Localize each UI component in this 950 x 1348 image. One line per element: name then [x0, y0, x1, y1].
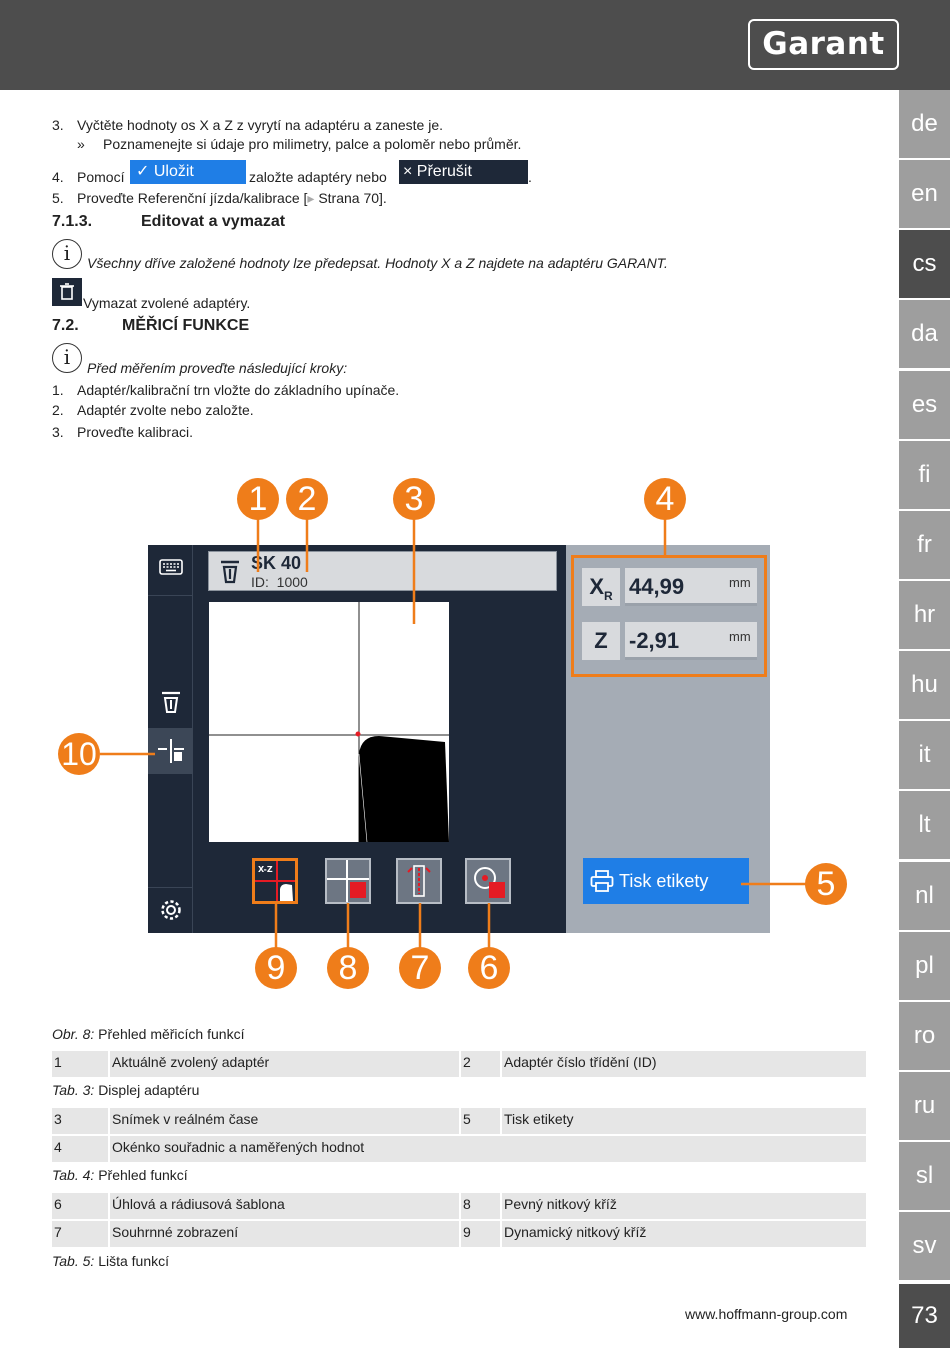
callout-4: 4 [644, 478, 686, 520]
step-number: 5. [52, 190, 64, 206]
angle-radius-icon [467, 860, 509, 902]
adapter-name: SK 40 [251, 553, 302, 573]
step-text: Adaptér/kalibrační trn vložte do základního upínače. [77, 382, 400, 398]
table-row: 7 Souhrnné zobrazení 9 Dynamický nitkový kříž [52, 1221, 866, 1247]
lang-tab-sl[interactable]: sl [899, 1142, 950, 1210]
lang-tab-ro[interactable]: ro [899, 1002, 950, 1070]
step-text: Proveďte Referenční jízda/kalibrace [▸ Strana 70]. [77, 190, 387, 206]
lang-tab-sv[interactable]: sv [899, 1212, 950, 1280]
callout-8: 8 [327, 947, 369, 989]
check-icon: ✓ [136, 163, 154, 180]
measure-tab-active[interactable] [148, 728, 193, 774]
callout-10: 10 [58, 733, 100, 775]
lang-tab-de[interactable]: de [899, 90, 950, 158]
lang-tab-cs[interactable]: cs [899, 230, 950, 298]
screen-sidebar [148, 545, 193, 933]
live-image-canvas [209, 602, 449, 842]
page-number: 73 [899, 1284, 950, 1348]
dynamic-crosshair-icon [255, 861, 295, 901]
step-number: 4. [52, 169, 64, 185]
measuring-screen [148, 545, 770, 933]
lang-tab-es[interactable]: es [899, 371, 950, 439]
angle-radius-template-button[interactable] [465, 858, 511, 904]
lang-tab-ru[interactable]: ru [899, 1072, 950, 1140]
callout-6: 6 [468, 947, 510, 989]
step-number: 1. [52, 382, 64, 398]
page-link-arrow-icon: ▸ [307, 190, 319, 206]
callout-3: 3 [393, 478, 435, 520]
callout-9: 9 [255, 947, 297, 989]
close-icon: × [403, 163, 417, 180]
summary-view-button[interactable] [396, 858, 442, 904]
lang-tab-pl[interactable]: pl [899, 932, 950, 1000]
info-icon: i [52, 343, 82, 373]
page-link[interactable]: Strana 70 [318, 190, 380, 206]
trash-icon [52, 278, 82, 306]
svg-text:X-Z: X-Z [258, 865, 273, 874]
table-row: 1 Aktuálně zvolený adaptér 2 Adaptér číslo třídění (ID) [52, 1051, 866, 1077]
print-label-button[interactable]: Tisk etikety [583, 858, 749, 904]
z-axis-label: Z [582, 622, 620, 660]
section-number: 7.2. [52, 317, 79, 334]
lang-tab-lt[interactable]: lt [899, 791, 950, 859]
lang-tab-hu[interactable]: hu [899, 651, 950, 719]
lang-tab-en[interactable]: en [899, 160, 950, 228]
lang-tab-nl[interactable]: nl [899, 862, 950, 930]
section-title: MĚŘICÍ FUNKCE [122, 317, 250, 334]
figure-caption: Obr. 8: Přehled měřicích funkcí [52, 1026, 245, 1042]
gear-icon[interactable] [158, 897, 184, 923]
garant-logo: Garant [748, 19, 899, 70]
cancel-button[interactable]: × Přerušit [399, 160, 528, 184]
delete-button[interactable] [52, 278, 82, 306]
z-value: -2,91 [625, 622, 757, 660]
result-text: Poznamenejte si údaje pro milimetry, palce a poloměr nebo průměr. [103, 136, 522, 152]
step-text-middle: založte adaptéry nebo [249, 169, 387, 185]
callout-5: 5 [805, 863, 847, 905]
fixed-crosshair-icon [327, 860, 369, 902]
adapter-id: ID: 1000 [251, 574, 308, 590]
step-text: Adaptér zvolte nebo založte. [77, 402, 254, 418]
page-header [0, 0, 950, 90]
step-text: Proveďte kalibraci. [77, 424, 193, 440]
language-bar [899, 90, 950, 1348]
section-number: 7.1.3. [52, 213, 93, 230]
callout-2: 2 [286, 478, 328, 520]
printer-icon [590, 870, 614, 892]
table-caption: Tab. 3: Displej adaptéru [52, 1082, 200, 1098]
table-caption: Tab. 5: Lišta funkcí [52, 1253, 170, 1269]
table-row: 3 Snímek v reálném čase 5 Tisk etikety [52, 1108, 866, 1134]
summary-view-icon [398, 860, 440, 902]
step-number: 2. [52, 402, 64, 418]
fixed-crosshair-button[interactable] [325, 858, 371, 904]
lang-tab-fi[interactable]: fi [899, 441, 950, 509]
delete-text: Vymazat zvolené adaptéry. [83, 295, 251, 311]
table-row: 6 Úhlová a rádiusová šablona 8 Pevný nitkový kříž [52, 1193, 866, 1219]
adapter-icon [219, 558, 241, 586]
step-text-after: . [528, 169, 532, 185]
info-icon: i [52, 239, 82, 269]
note-text: Všechny dříve založené hodnoty lze předepsat. Hodnoty X a Z najdete na adaptéru GARANT. [87, 255, 668, 271]
step-text: Vyčtěte hodnoty os X a Z z vyrytí na adaptéru a zaneste je. [77, 117, 444, 133]
table-caption: Tab. 4: Přehled funkcí [52, 1167, 188, 1183]
callout-1: 1 [237, 478, 279, 520]
live-image[interactable] [209, 602, 449, 842]
crosshair-measure-icon [157, 737, 185, 765]
keyboard-icon[interactable] [158, 557, 184, 577]
step-text-before: Pomocí [77, 169, 125, 185]
adapter-info-box[interactable] [208, 551, 557, 591]
lang-tab-fr[interactable]: fr [899, 511, 950, 579]
footer-url[interactable]: www.hoffmann-group.com [685, 1306, 848, 1322]
table-row: 4 Okénko souřadnic a naměřených hodnot [52, 1136, 866, 1162]
x-value: 44,99 [625, 568, 757, 606]
lang-tab-it[interactable]: it [899, 721, 950, 789]
lang-tab-hr[interactable]: hr [899, 581, 950, 649]
result-marker: » [77, 136, 85, 152]
lang-tab-da[interactable]: da [899, 300, 950, 368]
callout-7: 7 [399, 947, 441, 989]
coordinate-window [571, 555, 767, 677]
adapter-icon[interactable] [158, 689, 184, 717]
x-axis-label: $X_R$ [582, 568, 620, 606]
step-number: 3. [52, 424, 64, 440]
step-number: 3. [52, 117, 64, 133]
save-button[interactable]: ✓ Uložit [130, 160, 246, 184]
dynamic-crosshair-button[interactable] [252, 858, 298, 904]
note-text: Před měřením proveďte následující kroky: [87, 360, 348, 376]
section-title: Editovat a vymazat [141, 213, 286, 230]
z-unit: mm [729, 629, 751, 644]
x-unit: mm [729, 575, 751, 590]
